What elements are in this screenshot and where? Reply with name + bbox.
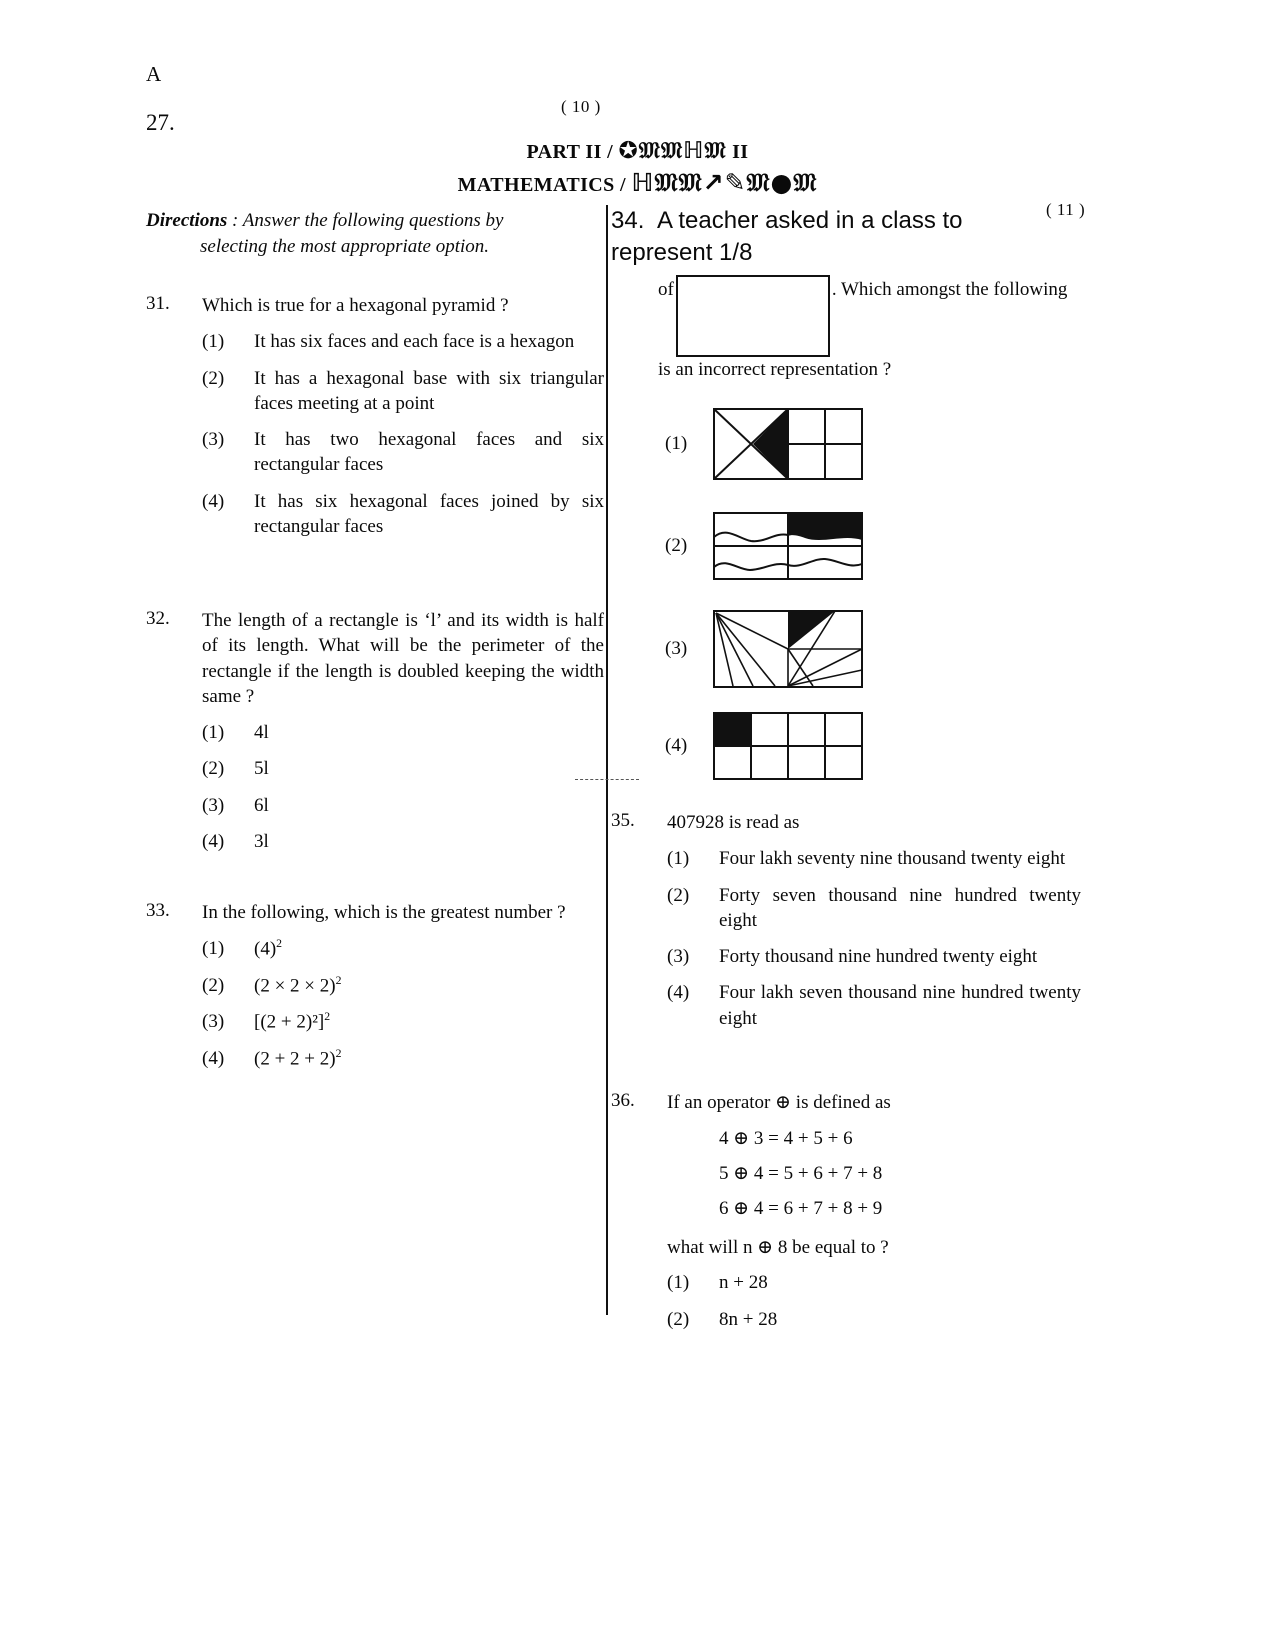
- question-34-body-prefix: of: [658, 279, 674, 300]
- question-33-option-1[interactable]: [202, 936, 604, 962]
- option-label: (1): [665, 433, 688, 454]
- option-base: [(2 + 2)²]: [254, 1011, 325, 1033]
- option-exponent: 2: [335, 973, 342, 987]
- figure-rect-split-x-diagonal-shaded: [713, 408, 863, 485]
- question-35-option-2[interactable]: [667, 883, 1081, 934]
- subject-heading-devanagari: ℍ𝔐𝔐↗✎𝔐●𝔐: [631, 168, 818, 197]
- option-text: [254, 936, 604, 962]
- option-label: (4): [202, 830, 225, 852]
- option-label: (1): [667, 1272, 690, 1294]
- question-32-stem: The length of a rectangle is ‘l’ and its width is half of its length. What will be the perimeter of the rectangle if the length is doubled keeping the width same ?: [202, 610, 604, 707]
- option-label: (2): [665, 535, 688, 556]
- page-number-left: ( 10 ): [561, 97, 601, 116]
- question-33-option-3[interactable]: [202, 1009, 604, 1035]
- option-label: (3): [667, 946, 690, 968]
- question-36-tail: what will n ⊕ 8 be equal to ?: [667, 1237, 889, 1259]
- question-34-heading: [611, 205, 1081, 269]
- option-text: 5l: [254, 758, 269, 780]
- option-label: (4): [667, 982, 690, 1004]
- option-label: (1): [667, 848, 690, 870]
- question-31-option-3[interactable]: [202, 427, 604, 478]
- question-35-option-3[interactable]: [667, 944, 1081, 969]
- subject-heading: [0, 168, 1275, 198]
- part-heading-devanagari: ✪𝔐𝔐ℍ𝔐: [618, 138, 727, 164]
- option-exponent: 2: [276, 937, 283, 951]
- question-33-number: 33.: [146, 900, 170, 921]
- question-31-option-4[interactable]: [202, 489, 604, 540]
- question-32: [146, 608, 604, 854]
- option-text: [254, 1046, 604, 1072]
- question-32-number: 32.: [146, 608, 170, 629]
- question-36-equation-1: 4 ⊕ 3 = 4 + 5 + 6: [719, 1128, 853, 1150]
- question-31-option-1[interactable]: [202, 329, 604, 354]
- part-label: PART II /: [526, 141, 614, 163]
- question-36-equation-3: 6 ⊕ 4 = 6 + 7 + 8 + 9: [719, 1198, 883, 1220]
- option-text: 3l: [254, 830, 269, 852]
- option-text: It has two hexagonal faces and six rectangular faces: [254, 429, 604, 476]
- question-36-option-2[interactable]: [667, 1307, 1081, 1332]
- question-36: [611, 1090, 1081, 1332]
- option-label: (1): [202, 722, 225, 744]
- question-34-option-4[interactable]: [665, 712, 875, 780]
- directions-title: Directions: [146, 210, 228, 231]
- question-33: [146, 900, 604, 1072]
- option-text: Four lakh seven thousand nine hundred twenty eight: [719, 982, 1081, 1029]
- question-34-number: 34.: [611, 207, 645, 234]
- question-34-stem-line2: represent 1/8: [611, 238, 753, 266]
- option-text: [254, 973, 604, 999]
- question-36-option-1[interactable]: [667, 1270, 1081, 1295]
- directions-line1: Answer the following questions by: [242, 210, 504, 231]
- option-label: (1): [202, 938, 225, 960]
- question-35-option-4[interactable]: [667, 980, 1081, 1031]
- question-36-stem: If an operator ⊕ is defined as: [667, 1092, 891, 1113]
- option-base: (4): [254, 938, 277, 960]
- option-label: (3): [202, 794, 225, 816]
- question-32-option-3[interactable]: [202, 793, 604, 818]
- option-label: (4): [202, 490, 225, 512]
- question-35-option-1[interactable]: [667, 846, 1081, 871]
- column-divider: [606, 205, 608, 1315]
- option-label: (4): [665, 735, 688, 756]
- question-32-option-1[interactable]: [202, 720, 604, 745]
- directions-line2: selecting the most appropriate option.: [200, 235, 490, 257]
- option-label: (3): [202, 1011, 225, 1033]
- option-text: 4l: [254, 722, 269, 744]
- question-35-number: 35.: [611, 810, 635, 831]
- question-marker-27: 27.: [146, 110, 175, 135]
- option-text: Forty seven thousand nine hundred twenty eight: [719, 884, 1081, 931]
- question-34-body-suffix: . Which amongst the following is an incorrect representation ?: [658, 279, 1068, 380]
- option-text: It has six hexagonal faces joined by six rectangular faces: [254, 490, 604, 537]
- whole-unit-rectangle: [676, 275, 830, 357]
- question-31-stem: Which is true for a hexagonal pyramid ?: [202, 295, 509, 316]
- option-label: (4): [202, 1048, 225, 1070]
- question-34-stem-line1: A teacher asked in a class to: [657, 207, 963, 234]
- question-34-option-3[interactable]: [665, 610, 875, 688]
- question-34-body: [658, 275, 1078, 384]
- question-32-option-4[interactable]: [202, 829, 604, 854]
- part-heading: [0, 138, 1275, 164]
- option-text: It has six faces and each face is a hexagon: [254, 331, 575, 353]
- question-33-stem: In the following, which is the greatest number ?: [202, 902, 566, 923]
- option-text: 6l: [254, 794, 269, 816]
- question-31-option-2[interactable]: [202, 366, 604, 417]
- option-text: 8n + 28: [719, 1308, 778, 1330]
- question-32-option-2[interactable]: [202, 756, 604, 781]
- option-label: (2): [202, 758, 225, 780]
- directions-block: [146, 208, 601, 259]
- option-text: It has a hexagonal base with six triangular faces meeting at a point: [254, 367, 604, 414]
- option-base: (2 + 2 + 2): [254, 1048, 336, 1070]
- question-34-option-1[interactable]: [665, 408, 875, 480]
- part-suffix: II: [732, 141, 749, 163]
- option-label: (3): [202, 429, 225, 451]
- option-text: [254, 1009, 604, 1035]
- figure-rect-fan-triangles-shaded: [713, 610, 863, 693]
- paper-code-letter: A: [146, 62, 162, 86]
- figure-rect-grid-4x2-corner-shaded: [713, 712, 863, 785]
- option-label: (2): [202, 367, 225, 389]
- question-36-number: 36.: [611, 1090, 635, 1111]
- question-36-equation-2: 5 ⊕ 4 = 5 + 6 + 7 + 8: [719, 1163, 883, 1185]
- option-exponent: 2: [335, 1047, 342, 1061]
- option-label: (1): [202, 331, 225, 353]
- option-text: n + 28: [719, 1272, 768, 1294]
- question-33-option-2[interactable]: [202, 973, 604, 999]
- option-label: (2): [667, 884, 690, 906]
- option-base: (2 × 2 × 2): [254, 975, 336, 997]
- question-31-number: 31.: [146, 293, 170, 314]
- option-exponent: 2: [324, 1010, 331, 1024]
- option-label: (2): [667, 1308, 690, 1330]
- option-text: Four lakh seventy nine thousand twenty eight: [719, 848, 1066, 870]
- directions-colon: :: [232, 210, 239, 231]
- question-35: [611, 810, 1081, 1031]
- page-number-right: ( 11 ): [1046, 200, 1086, 219]
- subject-label: MATHEMATICS /: [457, 174, 627, 196]
- question-34-option-2[interactable]: [665, 512, 875, 580]
- option-label: (2): [202, 974, 225, 996]
- option-text: Forty thousand nine hundred twenty eight: [719, 946, 1038, 968]
- option-label: (3): [665, 638, 688, 659]
- question-33-option-4[interactable]: [202, 1046, 604, 1072]
- question-35-stem: 407928 is read as: [667, 812, 800, 833]
- figure-rect-wavy-rows-shaded: [713, 512, 863, 585]
- question-31: [146, 293, 604, 539]
